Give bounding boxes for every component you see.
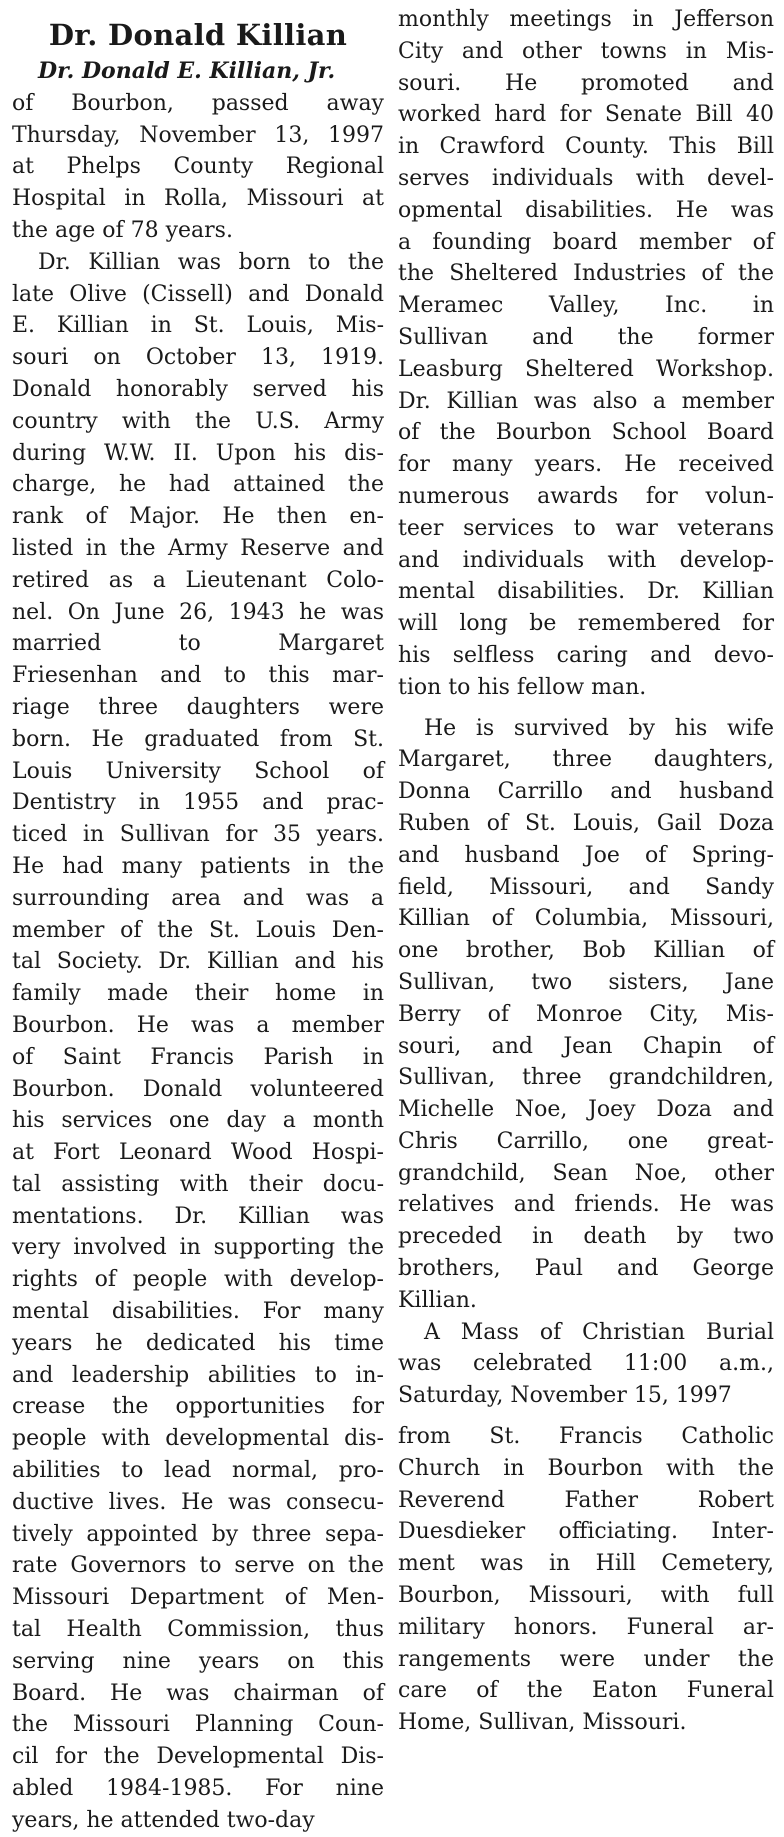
text-line: married to Margaret bbox=[12, 631, 384, 657]
text-line: a founding board member of bbox=[398, 229, 774, 255]
text-line: Bourbon, Missouri, with full bbox=[398, 1583, 774, 1609]
text-line: numerous awards for volun- bbox=[398, 483, 774, 509]
text-line: Saturday, November 15, 1997 bbox=[398, 1383, 732, 1409]
text-line: Hospital in Rolla, Missouri at bbox=[12, 186, 384, 212]
text-line: He had many patients in the bbox=[12, 853, 384, 879]
text-line: grandchild, Sean Noe, other bbox=[398, 1160, 774, 1186]
text-line: Donna Carrillo and husband bbox=[398, 779, 774, 805]
text-line: Friesenhan and to this mar- bbox=[12, 663, 384, 689]
text-line: Killian of Columbia, Missouri, bbox=[398, 906, 774, 932]
text-line: serves individuals with devel- bbox=[398, 165, 774, 191]
text-line: charge, he had attained the bbox=[12, 472, 384, 498]
text-line: abled 1984-1985. For nine bbox=[12, 1776, 384, 1802]
text-line: at Phelps County Regional bbox=[12, 154, 384, 180]
text-line: rank of Major. He then en- bbox=[12, 504, 384, 530]
text-line: Margaret, three daughters, bbox=[398, 747, 774, 773]
text-line: serving nine years on this bbox=[12, 1648, 384, 1674]
text-line: mental disabilities. Dr. Killian bbox=[398, 579, 774, 605]
text-line: surrounding area and was a bbox=[12, 885, 384, 911]
text-line: Dr. Killian was also a member bbox=[398, 388, 774, 414]
text-line: from St. Francis Catholic bbox=[398, 1424, 774, 1450]
text-line: tion to his fellow man. bbox=[398, 674, 647, 700]
text-line: Home, Sullivan, Missouri. bbox=[398, 1710, 687, 1736]
text-line: Board. He was chairman of bbox=[12, 1680, 384, 1706]
text-line: abilities to lead normal, pro- bbox=[12, 1458, 384, 1484]
byline: Dr. Donald E. Killian, Jr. bbox=[38, 58, 336, 84]
text-line: tal assisting with their docu- bbox=[12, 1171, 384, 1197]
text-line: Thursday, November 13, 1997 bbox=[12, 122, 384, 148]
text-line: of Bourbon, passed away bbox=[12, 90, 384, 116]
text-line: was celebrated 11:00 a.m., bbox=[398, 1351, 774, 1377]
text-line: family made their home in bbox=[12, 981, 384, 1007]
text-line: people with developmental dis- bbox=[12, 1426, 384, 1452]
text-line: his selfless caring and devo- bbox=[398, 642, 774, 668]
text-line: Dr. Killian was born to the bbox=[38, 249, 384, 275]
text-line: brothers, Paul and George bbox=[398, 1256, 774, 1282]
paragraph-gap bbox=[398, 704, 774, 713]
text-line: and leadership abilities to in- bbox=[12, 1362, 384, 1388]
text-line: Bourbon. Donald volunteered bbox=[12, 1076, 384, 1102]
text-line: Killian. bbox=[398, 1287, 477, 1313]
text-line: late Olive (Cissell) and Donald bbox=[12, 281, 384, 307]
text-line: ticed in Sullivan for 35 years. bbox=[12, 822, 384, 848]
text-line: Dentistry in 1955 and prac- bbox=[12, 790, 384, 816]
text-line: and individuals with develop- bbox=[398, 547, 774, 573]
text-line: years he dedicated his time bbox=[12, 1330, 384, 1356]
text-line: cil for the Developmental Dis- bbox=[12, 1744, 384, 1770]
text-line: of the Bourbon School Board bbox=[398, 420, 774, 446]
headline: Dr. Donald Killian bbox=[48, 18, 348, 52]
text-line: opmental disabilities. He was bbox=[398, 197, 774, 223]
text-line: the Missouri Planning Coun- bbox=[12, 1712, 384, 1738]
text-line: his services one day a month bbox=[12, 1108, 384, 1134]
text-line: Berry of Monroe City, Mis- bbox=[398, 1001, 774, 1027]
text-line: Sullivan and the former bbox=[398, 324, 774, 350]
text-line: in Crawford County. This Bill bbox=[398, 134, 774, 160]
text-line: years, he attended two-day bbox=[12, 1807, 315, 1833]
text-line: Louis University School of bbox=[12, 758, 384, 784]
text-line: care of the Eaton Funeral bbox=[398, 1678, 774, 1704]
text-line: ment was in Hill Cemetery, bbox=[398, 1551, 774, 1577]
text-line: Missouri Department of Men- bbox=[12, 1585, 384, 1611]
text-line: Chris Carrillo, one great- bbox=[398, 1128, 774, 1154]
text-line: for many years. He received bbox=[398, 452, 774, 478]
text-line: teer services to war veterans bbox=[398, 515, 774, 541]
paragraph-gap bbox=[398, 1412, 774, 1421]
text-line: preceded in death by two bbox=[398, 1224, 774, 1250]
text-line: tal Society. Dr. Killian and his bbox=[12, 949, 384, 975]
text-line: Ruben of St. Louis, Gail Doza bbox=[398, 810, 774, 836]
text-line: E. Killian in St. Louis, Mis- bbox=[12, 313, 384, 339]
text-line: of Saint Francis Parish in bbox=[12, 1044, 384, 1070]
text-line: the age of 78 years. bbox=[12, 217, 233, 243]
text-line: military honors. Funeral ar- bbox=[398, 1614, 774, 1640]
text-line: born. He graduated from St. bbox=[12, 726, 384, 752]
text-line: rangements were under the bbox=[398, 1646, 774, 1672]
text-line: relatives and friends. He was bbox=[398, 1192, 774, 1218]
text-line: Reverend Father Robert bbox=[398, 1487, 774, 1513]
text-line: will long be remembered for bbox=[398, 611, 774, 637]
text-line: tal Health Commission, thus bbox=[12, 1617, 384, 1643]
text-line: He is survived by his wife bbox=[424, 715, 774, 741]
right-column bbox=[398, 4, 774, 1739]
text-line: Donald honorably served his bbox=[12, 376, 384, 402]
text-line: souri. He promoted and bbox=[398, 70, 774, 96]
text-line: at Fort Leonard Wood Hospi- bbox=[12, 1140, 384, 1166]
text-line: rights of people with develop- bbox=[12, 1267, 384, 1293]
text-line: monthly meetings in Jefferson bbox=[398, 7, 774, 32]
text-line: souri, and Jean Chapin of bbox=[398, 1033, 774, 1059]
text-line: Michelle Noe, Joey Doza and bbox=[398, 1097, 774, 1123]
text-line: souri on October 13, 1919. bbox=[12, 345, 384, 371]
left-column bbox=[12, 0, 384, 1837]
text-line: worked hard for Senate Bill 40 bbox=[398, 102, 774, 128]
text-line: Bourbon. He was a member bbox=[12, 1012, 384, 1038]
text-line: very involved in supporting the bbox=[12, 1235, 384, 1261]
text-line: Duesdieker officiating. Inter- bbox=[398, 1519, 774, 1545]
text-line: City and other towns in Mis- bbox=[398, 38, 774, 64]
text-line: Church in Bourbon with the bbox=[398, 1455, 774, 1481]
text-line: member of the St. Louis Den- bbox=[12, 917, 384, 943]
text-line: country with the U.S. Army bbox=[12, 408, 384, 434]
text-line: the Sheltered Industries of the bbox=[398, 261, 774, 287]
text-line: rate Governors to serve on the bbox=[12, 1553, 384, 1579]
text-line: nel. On June 26, 1943 he was bbox=[12, 599, 384, 625]
text-line: listed in the Army Reserve and bbox=[12, 535, 384, 561]
text-line: mental disabilities. For many bbox=[12, 1299, 384, 1325]
text-line: riage three daughters were bbox=[12, 694, 384, 720]
left-column-text bbox=[12, 88, 384, 1837]
text-line: Sullivan, two sisters, Jane bbox=[398, 969, 774, 995]
right-column-text bbox=[398, 4, 774, 1739]
text-line: field, Missouri, and Sandy bbox=[398, 874, 774, 900]
text-line: retired as a Lieutenant Colo- bbox=[12, 567, 384, 593]
text-line: Leasburg Sheltered Workshop. bbox=[398, 356, 774, 382]
text-line: ductive lives. He was consecu- bbox=[12, 1489, 384, 1515]
text-line: crease the opportunities for bbox=[12, 1394, 384, 1420]
text-line: Meramec Valley, Inc. in bbox=[398, 293, 774, 319]
text-line: A Mass of Christian Burial bbox=[424, 1319, 774, 1345]
text-line: Sullivan, three grandchildren, bbox=[398, 1065, 774, 1091]
text-line: tively appointed by three sepa- bbox=[12, 1521, 384, 1547]
text-line: mentations. Dr. Killian was bbox=[12, 1203, 384, 1229]
text-line: during W.W. II. Upon his dis- bbox=[12, 440, 384, 466]
text-line: and husband Joe of Spring- bbox=[398, 842, 774, 868]
text-line: one brother, Bob Killian of bbox=[398, 938, 774, 964]
